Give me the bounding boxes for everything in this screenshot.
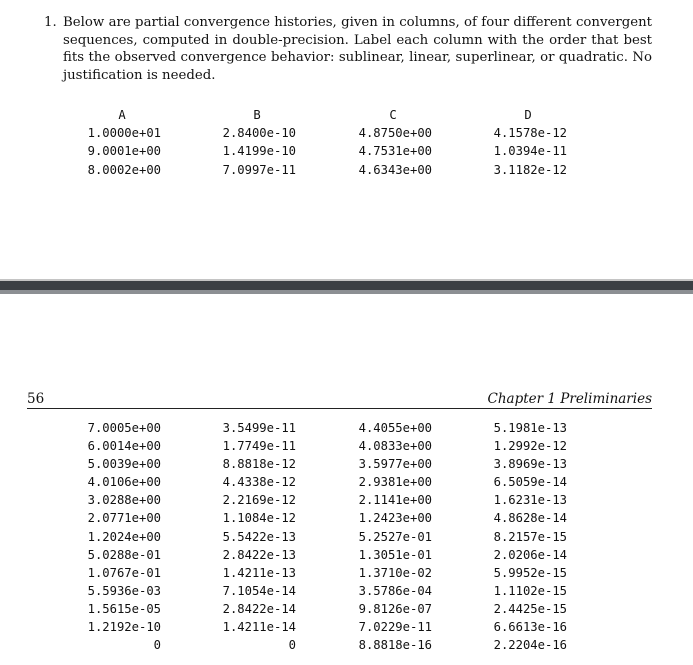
table-cell: 6.0014e+00 [87, 439, 161, 454]
table-cell: 1.0767e-01 [87, 565, 161, 580]
table-cell: 4.6343e+00 [358, 162, 432, 177]
table-cell: 9.0001e+00 [87, 144, 161, 159]
table-cell: 2.1141e+00 [358, 493, 432, 508]
table-cell: 1.1102e-15 [493, 583, 567, 598]
column-d-continued [489, 419, 567, 654]
table-cell: 1.2992e-12 [493, 439, 567, 454]
column-c [354, 106, 432, 179]
column-b-continued [218, 419, 296, 654]
table-cell: 7.1054e-14 [222, 583, 296, 598]
table-cell: 1.2423e+00 [358, 511, 432, 526]
table-cell: 4.1578e-12 [493, 126, 567, 140]
table-cell: 7.0997e-11 [222, 162, 296, 177]
column-a-continued [83, 419, 161, 654]
table-cell: 4.4055e+00 [358, 421, 432, 435]
page-divider [0, 279, 693, 294]
table-cell: 5.2527e-01 [358, 529, 432, 544]
page-number: 56 [27, 391, 45, 407]
table-cell: 6.6613e-16 [493, 620, 567, 635]
table-cell: 4.8750e+00 [358, 126, 432, 140]
column-b [218, 106, 296, 179]
table-cell: 4.8628e-14 [493, 511, 567, 526]
table-cell: 1.7749e-11 [222, 439, 296, 454]
table-cell: 7.0005e+00 [87, 421, 161, 435]
table-cell: 1.1084e-12 [222, 511, 296, 526]
table-cell: 1.0000e+01 [87, 126, 161, 140]
table-cell: 0 [288, 638, 296, 653]
table-cell: 2.0206e-14 [493, 547, 567, 562]
column-c-continued [354, 419, 432, 654]
running-head: Chapter 1 Preliminaries [487, 391, 652, 407]
table-cell: 1.4211e-14 [222, 620, 296, 635]
column-header: C [389, 108, 397, 122]
table-cell: 3.1182e-12 [493, 162, 567, 177]
table-cell: 4.0833e+00 [358, 439, 432, 454]
table-cell: 3.5786e-04 [358, 583, 432, 598]
table-cell: 3.0288e+00 [87, 493, 161, 508]
table-cell: 5.1981e-13 [493, 421, 567, 435]
table-cell: 2.2204e-16 [493, 638, 567, 653]
table-cell: 8.8818e-16 [358, 638, 432, 653]
table-cell: 5.9952e-15 [493, 565, 567, 580]
table-cell: 1.0394e-11 [493, 144, 567, 159]
table-cell: 1.3710e-02 [358, 565, 432, 580]
problem-statement [44, 14, 652, 84]
column-header: D [524, 108, 532, 122]
table-cell: 6.5059e-14 [493, 475, 567, 490]
table-cell: 8.0002e+00 [87, 162, 161, 177]
problem-number: 1. [44, 15, 57, 30]
table-cell: 2.0771e+00 [87, 511, 161, 526]
table-cell: 7.0229e-11 [358, 620, 432, 635]
table-cell: 1.6231e-13 [493, 493, 567, 508]
column-d [489, 106, 567, 179]
problem-text: Below are partial convergence histories, given in columns, of four different convergent sequences, computed in double-precision. Label each column with the order that best fits the observed convergence behavior: sublinear, linear, superlinear, or quadratic. No justification is needed. [63, 15, 652, 83]
table-cell: 8.8818e-12 [222, 457, 296, 472]
table-cell: 8.2157e-15 [493, 529, 567, 544]
table-cell: 5.0288e-01 [87, 547, 161, 562]
table-cell: 4.4338e-12 [222, 475, 296, 490]
table-cell: 1.2024e+00 [87, 529, 161, 544]
table-cell: 5.5422e-13 [222, 529, 296, 544]
table-cell: 3.5499e-11 [222, 421, 296, 435]
column-header: B [253, 108, 261, 122]
table-cell: 3.8969e-13 [493, 457, 567, 472]
column-header: A [118, 108, 126, 122]
table-cell: 5.5936e-03 [87, 583, 161, 598]
table-cell: 4.0106e+00 [87, 475, 161, 490]
table-cell: 5.0039e+00 [87, 457, 161, 472]
table-cell: 1.5615e-05 [87, 601, 161, 616]
table-cell: 2.4425e-15 [493, 601, 567, 616]
table-cell: 2.2169e-12 [222, 493, 296, 508]
table-cell: 2.8400e-10 [222, 126, 296, 140]
column-a [83, 106, 161, 179]
table-cell: 2.9381e+00 [358, 475, 432, 490]
header-rule [27, 408, 652, 409]
table-cell: 1.4199e-10 [222, 144, 296, 159]
table-cell: 4.7531e+00 [358, 144, 432, 159]
table-cell: 1.4211e-13 [222, 565, 296, 580]
table-cell: 3.5977e+00 [358, 457, 432, 472]
table-cell: 2.8422e-14 [222, 601, 296, 616]
table-cell: 2.8422e-13 [222, 547, 296, 562]
table-cell: 0 [153, 638, 161, 653]
table-cell: 9.8126e-07 [358, 601, 432, 616]
table-cell: 1.3051e-01 [358, 547, 432, 562]
table-cell: 1.2192e-10 [87, 620, 161, 635]
